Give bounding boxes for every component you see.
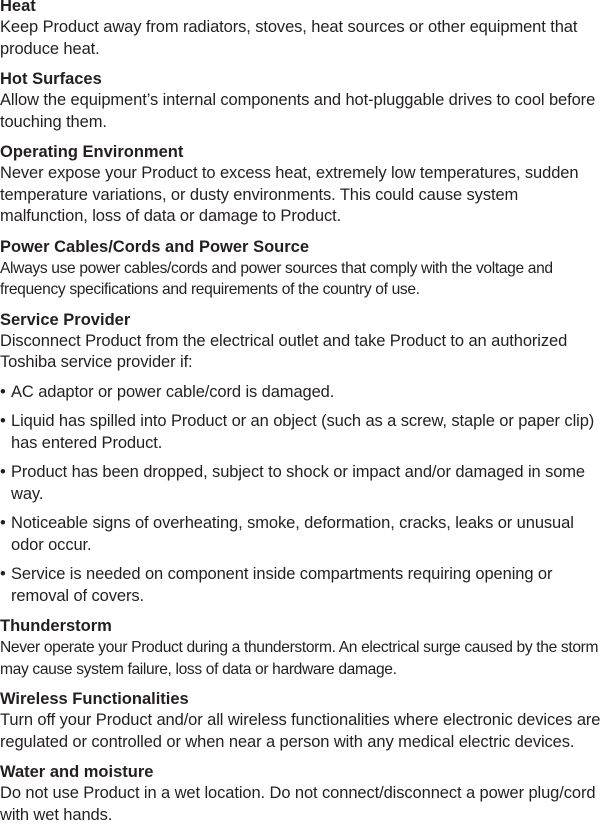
list-item: • Liquid has spilled into Product or an object (such as a screw, staple or paper clip) has entered Product. <box>0 412 595 452</box>
section-heading: Hot Surfaces <box>0 70 102 88</box>
section-body: Disconnect Product from the electrical outlet and take Product to an authorized Toshiba service provider if: <box>0 331 568 371</box>
section-heading: Power Cables/Cords and Power Source <box>0 237 310 256</box>
bullet-icon: • <box>0 463 6 481</box>
section-body: Turn off your Product and/or all wireless functionalities where electronic devices are regulated or controlled or when near a person with any medical electric devices. <box>0 711 601 751</box>
bullet-icon: • <box>0 514 6 532</box>
section-heading: Heat <box>0 0 36 15</box>
section-power-cables <box>0 236 610 301</box>
section-heading: Service Provider <box>0 310 131 329</box>
list-item: • AC adaptor or power cable/cord is damaged. <box>0 382 610 404</box>
bullet-icon: • <box>0 565 6 583</box>
section-heading: Operating Environment <box>0 143 184 161</box>
section-hot-surfaces <box>0 68 610 133</box>
section-body: Never expose your Product to excess heat, extremely low temperatures, sudden temperature variations, or dusty environments. This could cause system malfunction, loss of data or damage to Product. <box>0 164 579 225</box>
section-operating-environment <box>0 141 610 228</box>
list-item: • Product has been dropped, subject to shock or impact and/or damaged in some way. <box>0 463 586 503</box>
section-thunderstorm <box>0 615 610 680</box>
section-wireless <box>0 688 610 753</box>
section-heat <box>0 0 610 60</box>
section-body: Keep Product away from radiators, stoves, heat sources or other equipment that produce heat. <box>0 18 578 58</box>
list-item: • Service is needed on component inside compartments requiring opening or removal of covers. <box>0 565 553 605</box>
section-heading: Thunderstorm <box>0 617 112 635</box>
section-body: Do not use Product in a wet location. Do not connect/disconnect a power plug/cord with wet hands. <box>0 784 596 824</box>
list-item: • Noticeable signs of overheating, smoke, deformation, cracks, leaks or unusual odor occur. <box>0 514 574 554</box>
section-water-moisture <box>0 761 610 826</box>
service-conditions-list <box>0 382 610 608</box>
section-service-provider <box>0 309 610 608</box>
section-heading: Wireless Functionalities <box>0 690 189 708</box>
bullet-icon: • <box>0 382 6 401</box>
section-body: Allow the equipment’s internal components and hot-pluggable drives to cool before touching them. <box>0 91 596 131</box>
section-heading: Water and moisture <box>0 763 154 781</box>
section-body: Always use power cables/cords and power sources that comply with the voltage and frequency specifications and requirements of the country of use. <box>0 259 553 298</box>
section-body: Never operate your Product during a thunderstorm. An electrical surge caused by the storm may cause system failure, loss of data or hardware damage. <box>0 639 599 678</box>
bullet-icon: • <box>0 412 6 430</box>
